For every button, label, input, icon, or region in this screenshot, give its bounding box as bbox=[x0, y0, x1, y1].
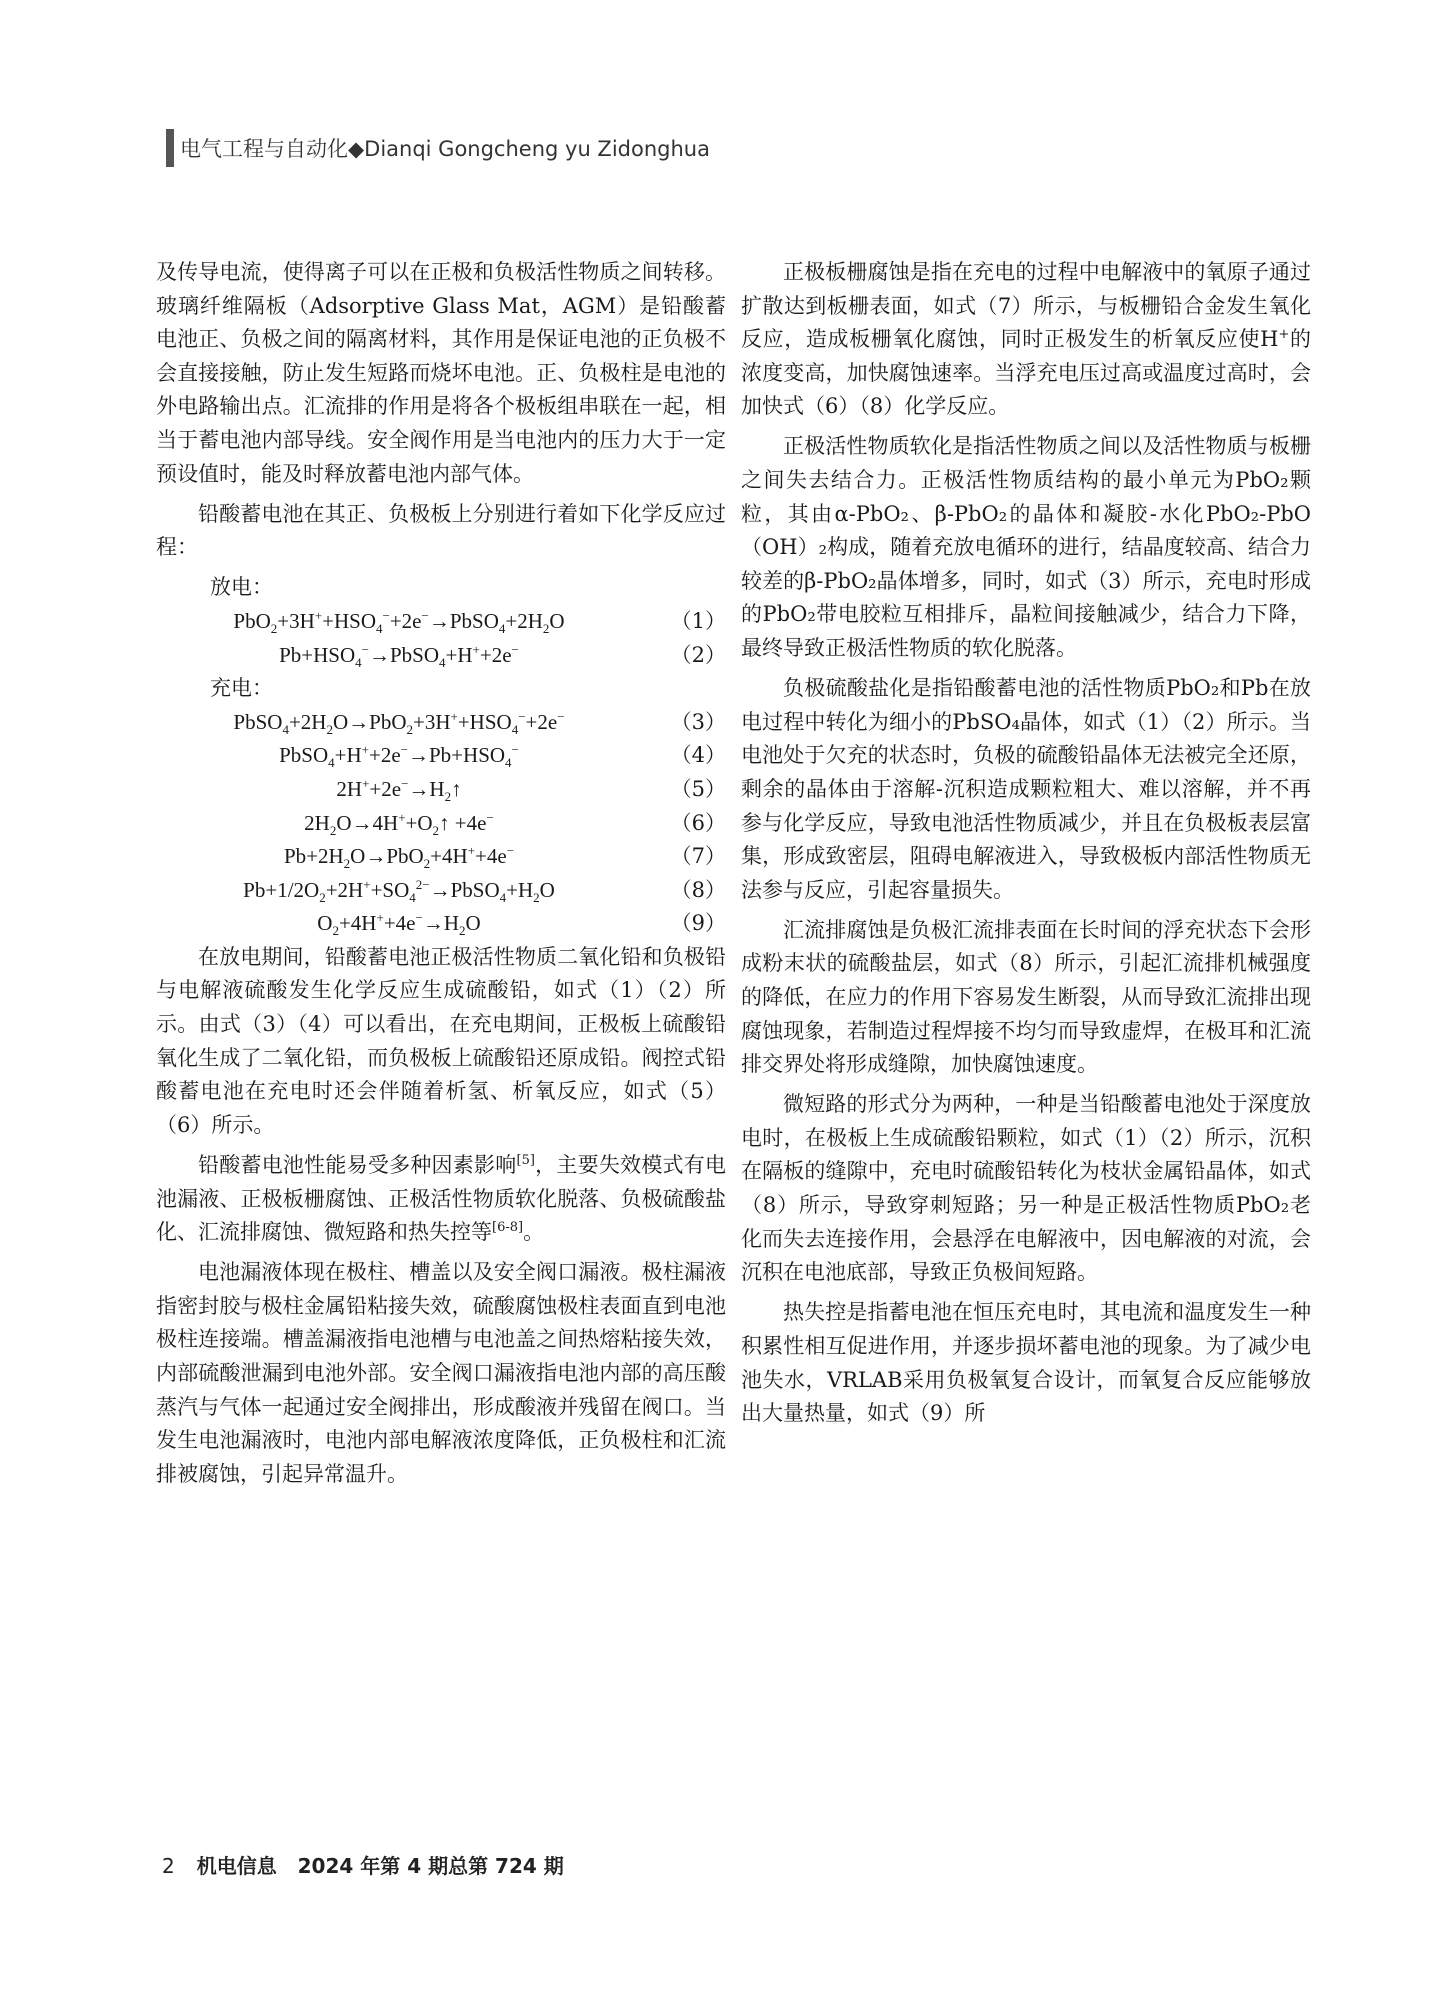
equation-number: （4） bbox=[670, 743, 726, 768]
journal-info: 机电信息 2024 年第 4 期总第 724 期 bbox=[196, 1854, 564, 1878]
equation-number: （9） bbox=[670, 911, 726, 936]
left-column bbox=[156, 256, 726, 1498]
equation-1 bbox=[156, 605, 726, 639]
superscript: + bbox=[1278, 327, 1290, 343]
equation-2 bbox=[156, 639, 726, 673]
paragraph: 及传导电流，使得离子可以在正极和负极活性物质之间转移。玻璃纤维隔板（Adsorptive Glass Mat，AGM）是铅酸蓄电池正、负极之间的隔离材料，其作用是保证电池的正负极不会直接接触，防止发生短路而烧坏电池。正、负极柱是电池的外电路输出点。汇流排的作用是将各个极板组串联在一起，相当于蓄电池内部导线。安全阀作用是当电池内的压力大于一定预设值时，能及时释放蓄电池内部气体。 bbox=[156, 260, 726, 486]
paragraph bbox=[741, 256, 1311, 424]
citation[interactable]: [5] bbox=[516, 1152, 535, 1168]
paragraph: 热失控是指蓄电池在恒压充电时，其电流和温度发生一种积累性相互促进作用，并逐步损坏蓄电池的现象。为了减少电池失水，VRLAB采用负极氧复合设计，而氧复合反应能够放出大量热量，如式（9）所 bbox=[741, 1300, 1311, 1426]
equation-4 bbox=[156, 739, 726, 773]
equation-formula: $PbSO_4+2H_2O\to PbO_2+3H^++HSO_4^-+2e^-$ bbox=[233, 708, 565, 737]
equation-3 bbox=[156, 706, 726, 740]
paragraph: 负极硫酸盐化是指铅酸蓄电池的活性物质PbO₂和Pb在放电过程中转化为细小的PbSO₄晶体，如式（1）（2）所示。当电池处于欠充的状态时，负极的硫酸铅晶体无法被完全还原，剩余的晶体由于溶解-沉积造成颗粒粗大、难以溶解，并不再参与化学反应，导致电池活性物质减少，并且在负极板表层富集，形成致密层，阻碍电解液进入，导致极板内部活性物质无法参与反应，引起容量损失。 bbox=[741, 676, 1311, 902]
equation-number: （7） bbox=[670, 844, 726, 869]
equation-formula: $Pb+1/2O_2+2H^++SO_4^{2-}\to PbSO_4+H_2O$ bbox=[243, 876, 555, 905]
equation-number: （2） bbox=[670, 642, 726, 667]
equation-8 bbox=[156, 874, 726, 908]
equation-formula: $PbSO_4+H^++2e^-\to Pb+HSO_4^-$ bbox=[279, 742, 519, 771]
paragraph: 电池漏液体现在极柱、槽盖以及安全阀口漏液。极柱漏液指密封胶与极柱金属铅粘接失效，硫酸腐蚀极柱表面直到电池极柱连接端。槽盖漏液指电池槽与电池盖之间热熔粘接失效，内部硫酸泄漏到电池外部。安全阀口漏液指电池内部的高压酸蒸汽与气体一起通过安全阀排出，形成酸液并残留在阀口。当发生电池漏液时，电池内部电解液浓度降低，正负极柱和汇流排被腐蚀，引起异常温升。 bbox=[156, 1260, 726, 1486]
equation-9 bbox=[156, 907, 726, 941]
equation-number: （5） bbox=[670, 776, 726, 801]
equation-formula: $PbO_2+3H^++HSO_4^-+2e^-\to PbSO_4+2H_2O$ bbox=[233, 607, 565, 637]
citation[interactable]: [6-8] bbox=[492, 1220, 524, 1236]
charge-label: 充电： bbox=[210, 676, 273, 701]
text-run: ，主要失效模式有电池漏液、正极板栅腐蚀、正极活性物质软化脱落、负极硫酸盐化、汇流排腐蚀、微短路和热失控等 bbox=[156, 1152, 727, 1245]
equation-7 bbox=[156, 840, 726, 874]
header-bar bbox=[166, 129, 174, 167]
equation-formula: $2H^++2e^-\to H_2↑$ bbox=[336, 775, 462, 805]
equation-number: （6） bbox=[670, 810, 726, 835]
discharge-label: 放电： bbox=[210, 575, 273, 600]
page-number: 2 bbox=[162, 1854, 175, 1878]
equation-5 bbox=[156, 773, 726, 807]
equation-6 bbox=[156, 807, 726, 841]
equation-number: （1） bbox=[670, 608, 726, 633]
paragraph bbox=[156, 1149, 726, 1250]
paragraph: 微短路的形式分为两种，一种是当铅酸蓄电池处于深度放电时，在极板上生成硫酸铅颗粒，如式（1）（2）所示，沉积在隔板的缝隙中，充电时硫酸铅转化为枝状金属铅晶体，如式（8）所示，导致穿刺短路；另一种是正极活性物质PbO₂老化而失去连接作用，会悬浮在电解液中，因电解液的对流，会沉积在电池底部，导致正负极间短路。 bbox=[741, 1092, 1311, 1285]
page-footer bbox=[162, 1850, 564, 1879]
running-header bbox=[166, 130, 710, 166]
equation-number: （3） bbox=[670, 709, 726, 734]
equation-number: （8） bbox=[670, 877, 726, 902]
text-run: 的浓度变高，加快腐蚀速率。当浮充电压过高或温度过高时，会加快式（6）（8）化学反应。 bbox=[741, 327, 1312, 419]
text-run: 铅酸蓄电池性能易受多种因素影响 bbox=[198, 1152, 517, 1177]
equation-formula: $Pb+2H_2O\to PbO_2+4H^++4e^-$ bbox=[283, 843, 515, 872]
header-title: 电气工程与自动化◆Dianqi Gongcheng yu Zidonghua bbox=[180, 137, 710, 161]
right-column bbox=[741, 256, 1311, 1437]
text-run: 。 bbox=[523, 1220, 545, 1245]
equation-formula: $Pb+HSO_4^-\to PbSO_4+H^++2e^-$ bbox=[279, 641, 519, 670]
paragraph: 汇流排腐蚀是负极汇流排表面在长时间的浮充状态下会形成粉末状的硫酸盐层，如式（8）所示，引起汇流排机械强度的降低，在应力的作用下容易发生断裂，从而导致汇流排出现腐蚀现象，若制造过程焊接不均匀而导致虚焊，在极耳和汇流排交界处将形成缝隙，加快腐蚀速度。 bbox=[741, 917, 1311, 1077]
equation-formula: $2H_2O\to 4H^++O_2↑ +4e^-$ bbox=[304, 809, 494, 838]
paragraph: 在放电期间，铅酸蓄电池正极活性物质二氧化铅和负极铅与电解液硫酸发生化学反应生成硫酸铅，如式（1）（2）所示。由式（3）（4）可以看出，在充电期间，正极板上硫酸铅氧化生成了二氧化铅，而负极板上硫酸铅还原成铅。阀控式铅酸蓄电池在充电时还会伴随着析氢、析氧反应，如式（5）（6）所示。 bbox=[156, 944, 726, 1137]
paragraph: 铅酸蓄电池在其正、负极板上分别进行着如下化学反应过程： bbox=[156, 501, 726, 560]
paragraph: 正极活性物质软化是指活性物质之间以及活性物质与板栅之间失去结合力。正极活性物质结构的最小单元为PbO₂颗粒，其由α-PbO₂、β-PbO₂的晶体和凝胶-水化PbO₂-PbO（OH）₂构成，随着充放电循环的进行，结晶度较高、结合力较差的β-PbO₂晶体增多，同时，如式（3）所示，充电时形成的PbO₂带电胶粒互相排斥，晶粒间接触减少，结合力下降，最终导致正极活性物质的软化脱落。 bbox=[741, 434, 1311, 661]
text-run: 正极板栅腐蚀是指在充电的过程中电解液中的氧原子通过扩散达到板栅表面，如式（7）所示，与板栅铅合金发生氧化反应，造成板栅氧化腐蚀，同时正极发生的析氧反应使H bbox=[741, 260, 1311, 352]
equation-formula: $O_2+4H^++4e^-\to H_2O$ bbox=[317, 910, 481, 939]
